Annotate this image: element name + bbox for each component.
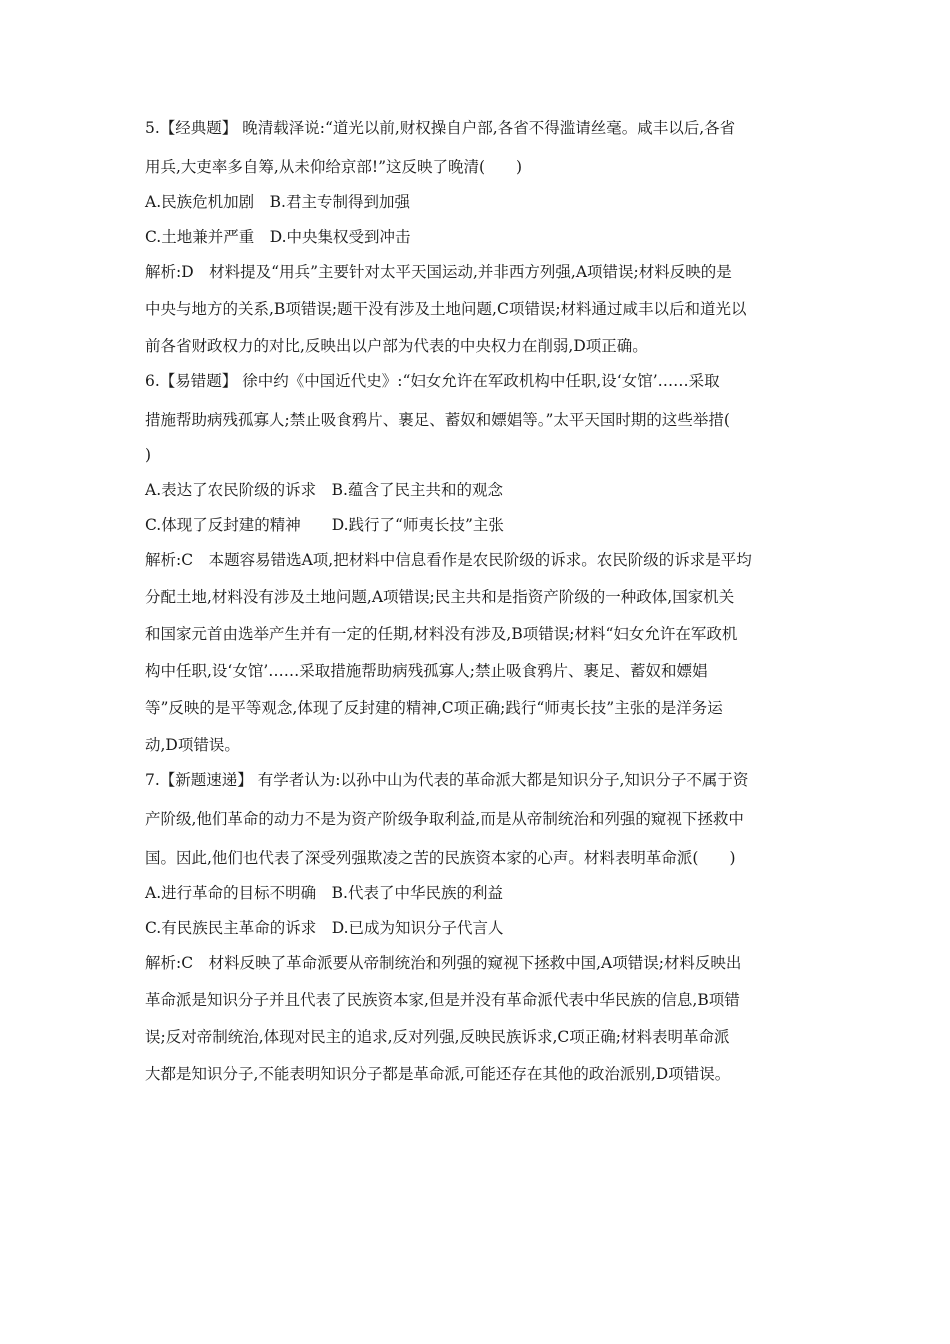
question-stem-line: 6.【易错题】 徐中约《中国近代史》:“妇女允许在军政机构中任职,设‘女馆’……采取 (145, 372, 720, 390)
analysis-line: 误;反对帝制统治,体现对民主的追求,反对列强,反映民族诉求,C项正确;材料表明革命派 (145, 1028, 730, 1046)
question-stem-line: 7.【新题速递】 有学者认为:以孙中山为代表的革命派大都是知识分子,知识分子不属于资 (145, 771, 749, 789)
option-line: A.进行革命的目标不明确 B.代表了中华民族的利益 (145, 884, 503, 902)
question-6 (145, 371, 809, 755)
analysis-line: 构中任职,设‘女馆’……采取措施帮助病残孤寡人;禁止吸食鸦片、裹足、蓄奴和嫖娼 (145, 662, 708, 680)
analysis-line: 和国家元首由选举产生并有一定的任期,材料没有涉及,B项错误;材料“妇女允许在军政机 (145, 625, 738, 643)
question-stem-line: ) (145, 446, 152, 464)
analysis-line: 大都是知识分子,不能表明知识分子都是革命派,可能还存在其他的政治派别,D项错误。 (145, 1065, 731, 1083)
analysis-line: 革命派是知识分子并且代表了民族资本家,但是并没有革命派代表中华民族的信息,B项错 (145, 991, 740, 1009)
analysis-line: 解析:D 材料提及“用兵”主要针对太平天国运动,并非西方列强,A项错误;材料反映的是 (145, 263, 732, 281)
option-line: C.体现了反封建的精神 D.践行了“师夷长技”主张 (145, 516, 504, 534)
analysis-line: 动,D项错误。 (145, 736, 240, 754)
question-7 (145, 770, 809, 1084)
option-line: C.土地兼并严重 D.中央集权受到冲击 (145, 228, 411, 246)
question-stem-line: 用兵,大吏率多自筹,从未仰给京部!”这反映了晚清( ) (145, 158, 523, 176)
analysis-line: 解析:C 本题容易错选A项,把材料中信息看作是农民阶级的诉求。农民阶级的诉求是平均 (145, 551, 752, 569)
option-line: A.民族危机加剧 B.君主专制得到加强 (145, 193, 410, 211)
analysis-line: 前各省财政权力的对比,反映出以户部为代表的中央权力在削弱,D项正确。 (145, 337, 648, 355)
option-line: A.表达了农民阶级的诉求 B.蕴含了民主共和的观念 (145, 481, 503, 499)
question-stem-line: 措施帮助病残孤寡人;禁止吸食鸦片、裹足、蓄奴和嫖娼等。”太平天国时期的这些举措( (145, 411, 730, 429)
analysis-line: 解析:C 材料反映了革命派要从帝制统治和列强的窥视下拯救中国,A项错误;材料反映出 (145, 954, 742, 972)
question-stem-line: 国。因此,他们也代表了深受列强欺凌之苦的民族资本家的心声。材料表明革命派( ) (145, 849, 736, 867)
analysis-line: 分配土地,材料没有涉及土地问题,A项错误;民主共和是指资产阶级的一种政体,国家机关 (145, 588, 735, 606)
question-stem-line: 5.【经典题】 晚清载泽说:“道光以前,财权操自户部,各省不得滥请丝毫。咸丰以后,各省 (145, 119, 736, 137)
document-page (145, 118, 809, 1084)
question-5 (145, 118, 809, 356)
option-line: C.有民族民主革命的诉求 D.已成为知识分子代言人 (145, 919, 504, 937)
analysis-line: 中央与地方的关系,B项错误;题干没有涉及土地问题,C项错误;材料通过咸丰以后和道光以 (145, 300, 747, 318)
analysis-line: 等”反映的是平等观念,体现了反封建的精神,C项正确;践行“师夷长技”主张的是洋务运 (145, 699, 723, 717)
question-stem-line: 产阶级,他们革命的动力不是为资产阶级争取利益,而是从帝制统治和列强的窥视下拯救中 (145, 810, 744, 828)
